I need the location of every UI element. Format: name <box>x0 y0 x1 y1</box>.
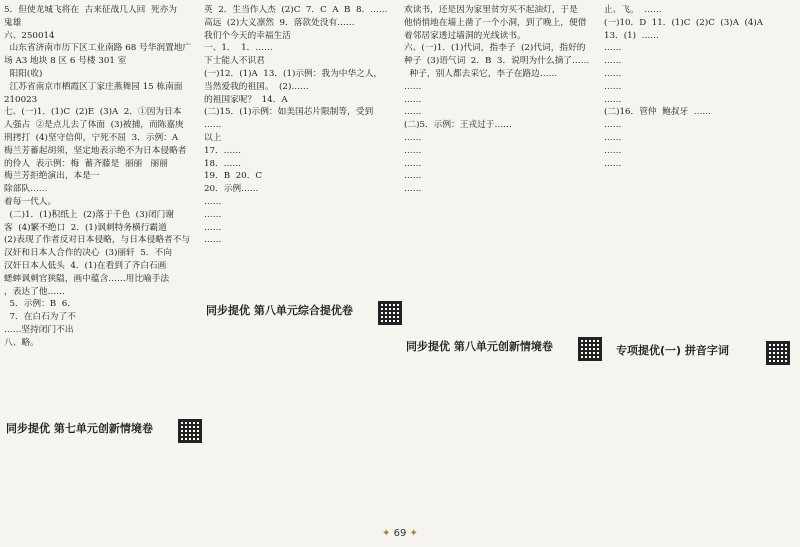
section-header-pinyin <box>616 343 792 359</box>
qr-code-icon <box>378 301 402 325</box>
brand-icon: ✦ <box>382 528 391 539</box>
answer-line: 19．B 20．C <box>204 171 263 182</box>
answer-line: 鬼雄 <box>4 17 22 28</box>
section-header-text: 同步提优 第七单元创新情境卷 <box>6 422 153 435</box>
answer-line: 的祖国家呢？ 14．A <box>204 94 288 105</box>
answer-line: 梅兰芳蓄起胡须，坚定地表示绝不为日本侵略者 <box>4 145 187 156</box>
answer-line: 高远 (2)大义凛然 9．落款处没有…… <box>204 17 355 28</box>
answer-line: 场 A3 地块 8 区 6 号楼 301 室 <box>4 56 127 67</box>
answer-line: 除部队…… <box>4 184 48 195</box>
section-header-text: 专项提优(一) 拼音字词 <box>616 344 729 357</box>
answer-line: 七、(一)1．(1)C (2)E (3)A 2．①因为日本 <box>4 107 182 118</box>
answer-column-3 <box>404 4 600 196</box>
page-number <box>378 528 422 539</box>
answer-line: …… <box>204 222 222 233</box>
answer-line: 13．(1) …… <box>604 30 659 41</box>
answer-line: 种子，别人都去采它，李子在路边…… <box>404 68 558 79</box>
answer-line: 梅兰芳拒绝演出，本是一 <box>4 171 100 182</box>
answer-line: 山东省济南市历下区工业南路 68 号华润置地广 <box>4 43 192 54</box>
answer-line: 止、飞。 …… <box>604 5 662 15</box>
answer-line: …… <box>404 158 422 169</box>
answer-line: 阳阳(收) <box>4 68 43 79</box>
section-header-unit7-innovation <box>6 421 196 437</box>
answer-line: 汉奸和日本人合作的决心 (3)丽轩 5．不向 <box>4 248 172 259</box>
answer-line: (二)15．(1)示例：如美国芯片限制等，受到 <box>204 107 374 118</box>
answer-line: 我们个今天的幸福生活 <box>204 30 291 41</box>
answer-line: …… <box>604 94 622 105</box>
answer-line: …… <box>204 120 222 131</box>
answer-line: (一)12．(1)A 13．(1)示例：我为中华之人， <box>204 68 383 79</box>
answer-line: 英 2．生当作人杰 (2)C 7．C A B 8．…… <box>204 5 388 15</box>
answer-line: …… <box>204 235 222 246</box>
answer-line: …… <box>404 132 422 143</box>
answer-column-4 <box>604 4 796 170</box>
answer-line: ，表达了他…… <box>4 286 65 297</box>
answer-line: …… <box>404 107 422 118</box>
section-header-unit8-comprehensive <box>206 303 396 319</box>
answer-line: …… <box>404 94 422 105</box>
answer-line: (二)16．管仲 鲍叔牙 …… <box>604 107 712 118</box>
section-header-text: 同步提优 第八单元创新情境卷 <box>406 340 553 353</box>
answer-line: …… <box>404 184 422 195</box>
answer-line: (二)1．(1)积纸上 (2)落于千色 (3)闭门谢 <box>4 209 175 220</box>
answer-line: 八、略。 <box>4 337 39 348</box>
answer-line: 210023 <box>4 94 38 105</box>
answer-line: …… <box>204 196 222 207</box>
answer-line: …… <box>604 56 622 67</box>
brand-icon: ✦ <box>409 528 418 539</box>
answer-line: 人强占 ②是点儿去了体面 (3)被捕，而陈嘉庚 <box>4 120 184 131</box>
answer-line: …… <box>604 132 622 143</box>
answer-line: 18．…… <box>204 158 242 169</box>
qr-code-icon <box>578 337 602 361</box>
answer-line: 7．在白石为了不 <box>4 312 76 323</box>
answer-line: …… <box>604 120 622 131</box>
answer-line: 刑拷打 (4)坚守信仰，宁死不屈 3．示例：A <box>4 132 179 143</box>
answer-line: 着每一代人。 <box>4 196 57 207</box>
answer-line: 一、1． 1．…… <box>204 43 273 54</box>
answer-line: (二)5．示例：王戎过于…… <box>404 120 512 131</box>
answer-line: …… <box>604 81 622 92</box>
answer-line: 六、250014 <box>4 30 55 41</box>
answer-line: …… <box>404 81 422 92</box>
answer-line: 20．示例…… <box>204 184 259 195</box>
answer-line: 种子 (3)语气词 2．B 3．说明为什么摘了…… <box>404 56 590 67</box>
answer-column-1 <box>4 4 200 350</box>
answer-line: 以上 <box>204 132 222 143</box>
answer-column-2 <box>204 4 400 247</box>
qr-code-icon <box>766 341 790 365</box>
answer-line: 欢读书，还是因为家里贫穷买不起油灯，于是 <box>404 5 578 15</box>
answer-line: …… <box>404 171 422 182</box>
answer-line: …… <box>604 68 622 79</box>
section-header-text: 同步提优 第八单元综合提优卷 <box>206 304 353 317</box>
answer-line: (一)10．D 11．(1)C (2)C (3)A (4)A <box>604 17 764 28</box>
answer-line: …… <box>404 145 422 156</box>
answer-line: …… <box>604 145 622 156</box>
answer-line: 着邻居家透过墙洞的光线读书。 <box>404 30 526 41</box>
qr-code-icon <box>178 419 202 443</box>
answer-line: 下士能人不识君 <box>204 56 265 67</box>
answer-line: 的伶人 表示例：梅 蓄齐藤是 丽丽 丽丽 <box>4 158 168 169</box>
answer-line: 汉奸日本人低头 4．(1)在看到了齐白石画 <box>4 260 167 271</box>
answer-line: …… <box>604 158 622 169</box>
answer-line: ……坚持闭门不出 <box>4 324 74 335</box>
answer-line: 5．但使龙城飞将在 古来征战几人回 死亦为 <box>4 5 177 15</box>
answer-line: (2)表现了作者反对日本侵略，与日本侵略者不与 <box>4 235 191 246</box>
section-header-unit8-innovation <box>406 339 596 355</box>
answer-line: 17．…… <box>204 145 242 156</box>
answer-line: …… <box>204 209 222 220</box>
answer-line: 5．示例：B 6． <box>4 299 76 310</box>
answer-line: 客 (4)繁不绝口 2．(1)讽刺特务横行霸道 <box>4 222 167 233</box>
answer-line: 蟋蟀讽刺官狭隘，画中蕴含……用比喻手法 <box>4 273 170 284</box>
answer-line: …… <box>604 43 622 54</box>
page-number-text: 69 <box>393 528 407 539</box>
answer-line: 他悄悄地在墙上凿了一个小洞，到了晚上，便借 <box>404 17 587 28</box>
answer-line: 六、(一)1．(1)代词，指李子 (2)代词，指好的 <box>404 43 586 54</box>
answer-line: 江苏省南京市栖霞区丁家庄燕舞园 15 栋南面 <box>4 81 183 92</box>
answer-line: 当然爱我的祖国。 (2)…… <box>204 81 309 92</box>
